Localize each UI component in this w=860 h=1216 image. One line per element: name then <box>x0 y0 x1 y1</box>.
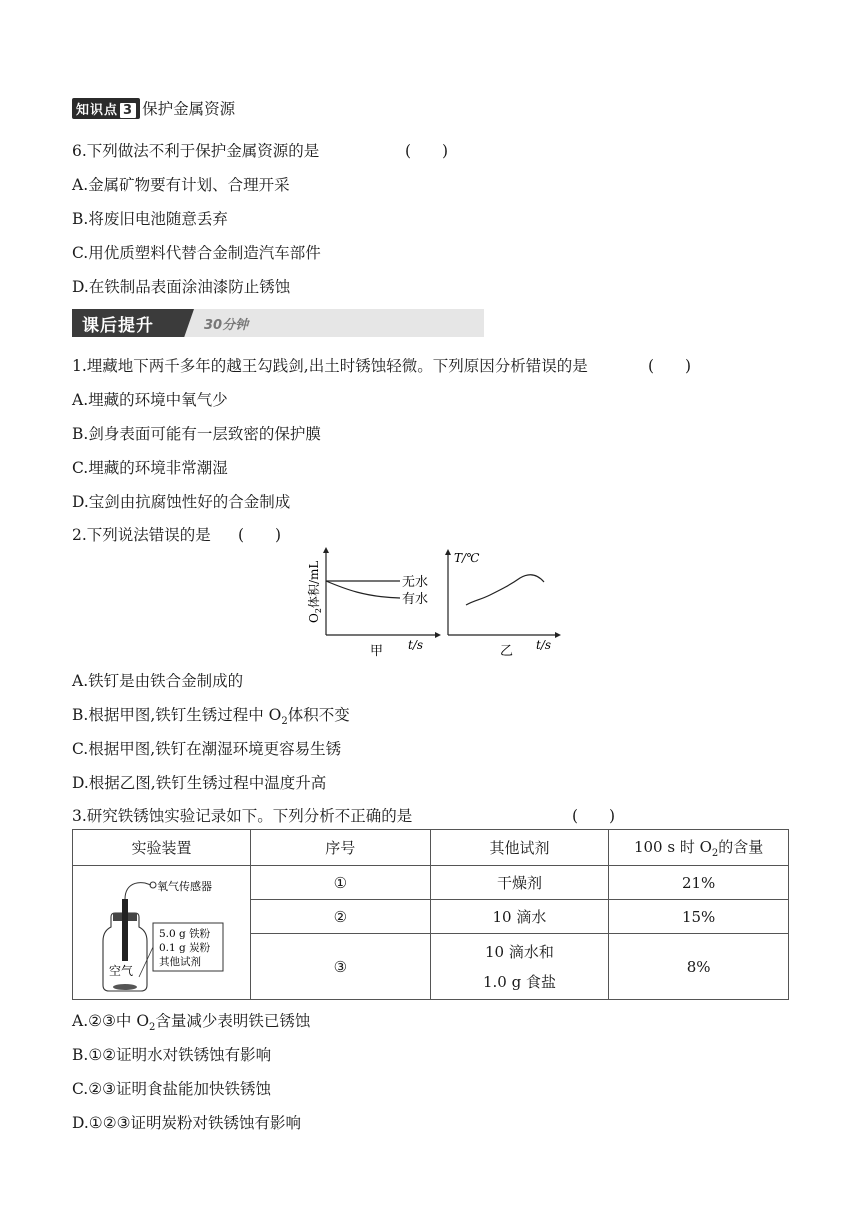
q6-option-c: C.用优质塑料代替合金制造汽车部件 <box>72 244 321 262</box>
sensor-probe <box>122 899 128 961</box>
jia-caption: 甲 <box>370 644 384 659</box>
air-label: 空气 <box>109 963 134 978</box>
graph-yi <box>440 545 570 660</box>
p3-option-b: B.①②证明水对铁锈蚀有影响 <box>72 1046 272 1064</box>
q6-option-a: A.金属矿物要有计划、合理开采 <box>72 176 290 194</box>
table-header-row <box>73 830 789 866</box>
q6-option-b: B.将废旧电池随意丢弃 <box>72 210 228 228</box>
experiment-table <box>72 829 789 1000</box>
p2-option-c: C.根据甲图,铁钉在潮湿环境更容易生锈 <box>72 740 342 758</box>
box-line-3: 其他试剂 <box>159 955 201 968</box>
p2-option-b: B.根据甲图,铁钉生锈过程中 $O_2$体积不变 <box>72 706 350 728</box>
p1-option-c: C.埋藏的环境非常潮湿 <box>72 459 228 477</box>
p1-option-b: B.剑身表面可能有一层致密的保护膜 <box>72 425 321 443</box>
p1-answer-paren: ( ) <box>648 357 692 375</box>
row3-reagent: 10 滴水和 1.0 g 食盐 <box>430 934 609 1000</box>
knowledge-point-badge: 知识点 3 <box>72 98 140 119</box>
apparatus-figure <box>73 867 249 999</box>
row1-number: ① <box>250 866 430 900</box>
header-number: 序号 <box>250 830 430 866</box>
header-o2-content: 100 s 时 $O_2$的含量 <box>609 830 789 866</box>
q6-answer-paren: ( ) <box>405 142 449 160</box>
row2-content: 15% <box>609 900 789 934</box>
jia-label-wet: 有水 <box>402 592 429 607</box>
yi-xlabel: t/s <box>536 638 552 652</box>
p3-stem: 3.研究铁锈蚀实验记录如下。下列分析不正确的是 <box>72 807 413 825</box>
yi-caption: 乙 <box>500 644 514 659</box>
p2-option-d: D.根据乙图,铁钉生锈过程中温度升高 <box>72 774 327 792</box>
sensor-wire <box>125 882 151 898</box>
p3-answer-paren: ( ) <box>572 807 616 825</box>
p3-option-c: C.②③证明食盐能加快铁锈蚀 <box>72 1080 272 1098</box>
p3-option-a: A.②③中 $O_2$含量减少表明铁已锈蚀 <box>72 1012 311 1034</box>
jia-line-wet <box>326 581 400 598</box>
row1-content: 21% <box>609 866 789 900</box>
after-class-title: 课后提升 <box>82 316 154 336</box>
jia-ylabel: $O_2$体积/mL <box>307 560 323 623</box>
sensor-label: 氧气传感器 <box>157 879 212 893</box>
box-line-1: 5.0 g 铁粉 <box>159 927 211 940</box>
row2-reagent: 10 滴水 <box>430 900 609 934</box>
table-row <box>73 866 789 900</box>
section-title: 保护金属资源 <box>142 100 236 118</box>
section-header <box>72 97 235 119</box>
p1-option-d: D.宝剑由抗腐蚀性好的合金制成 <box>72 493 291 511</box>
yi-curve <box>466 575 544 605</box>
jia-label-dry: 无水 <box>402 575 429 590</box>
yi-ylabel: T/℃ <box>454 551 480 565</box>
box-line-2: 0.1 g 炭粉 <box>159 941 211 954</box>
q6-stem: 6.下列做法不利于保护金属资源的是 <box>72 142 320 160</box>
p2-answer-paren: ( ) <box>238 526 282 544</box>
jia-xlabel: t/s <box>408 638 424 652</box>
q6-option-d: D.在铁制品表面涂油漆防止锈蚀 <box>72 278 291 296</box>
p3-option-d: D.①②③证明炭粉对铁锈蚀有影响 <box>72 1114 301 1132</box>
header-reagent: 其他试剂 <box>430 830 609 866</box>
row1-reagent: 干燥剂 <box>430 866 609 900</box>
row3-number: ③ <box>250 934 430 1000</box>
graph-jia <box>300 545 445 660</box>
p1-option-a: A.埋藏的环境中氧气少 <box>72 391 228 409</box>
p1-stem: 1.埋藏地下两千多年的越王勾践剑,出土时锈蚀轻微。下列原因分析错误的是 <box>72 357 588 375</box>
iron-powder <box>113 984 137 990</box>
header-apparatus: 实验装置 <box>73 830 251 866</box>
apparatus-cell <box>73 866 251 1000</box>
p2-stem: 2.下列说法错误的是 <box>72 526 211 544</box>
after-class-banner <box>72 309 484 337</box>
row2-number: ② <box>250 900 430 934</box>
after-class-time: 30分钟 <box>204 318 249 333</box>
p2-option-a: A.铁钉是由铁合金制成的 <box>72 672 244 690</box>
row3-content: 8% <box>609 934 789 1000</box>
